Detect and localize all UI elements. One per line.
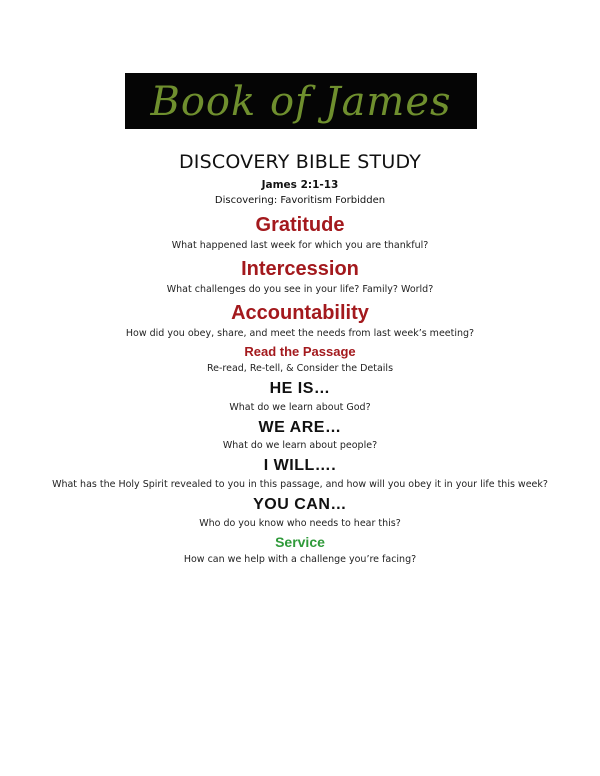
passage-reference: James 2:1-13 (261, 179, 339, 191)
page-title: DISCOVERY BIBLE STUDY (178, 151, 422, 173)
banner-title: Book of James (150, 79, 452, 125)
intercession-question: What challenges do you see in your life? Family? World? (166, 284, 434, 295)
read-passage-heading: Read the Passage (244, 344, 356, 359)
you-can-heading: YOU CAN… (253, 496, 347, 514)
accountability-question: How did you obey, share, and meet the needs from last week’s meeting? (125, 328, 475, 339)
you-can-question: Who do you know who needs to hear this? (199, 517, 401, 529)
i-will-heading: I WILL…. (263, 457, 337, 475)
he-is-question: What do we learn about God? (229, 401, 371, 413)
gratitude-question: What happened last week for which you are thankful? (171, 240, 429, 251)
we-are-question: What do we learn about people? (222, 440, 378, 452)
title-banner (125, 73, 477, 129)
intercession-heading: Intercession (241, 258, 359, 280)
he-is-heading: HE IS… (269, 380, 331, 398)
study-content (0, 150, 600, 566)
service-question: How can we help with a challenge you’re facing? (183, 554, 417, 566)
discovering-subtitle: Discovering: Favoritism Forbidden (214, 195, 386, 206)
service-heading: Service (275, 533, 325, 550)
read-passage-instructions: Re-read, Re-tell, & Consider the Details (206, 363, 394, 375)
we-are-heading: WE ARE… (258, 418, 342, 436)
gratitude-heading: Gratitude (255, 214, 345, 236)
i-will-question: What has the Holy Spirit revealed to you in this passage, and how will you obey it in your life this week? (52, 479, 548, 491)
accountability-heading: Accountability (231, 302, 369, 324)
